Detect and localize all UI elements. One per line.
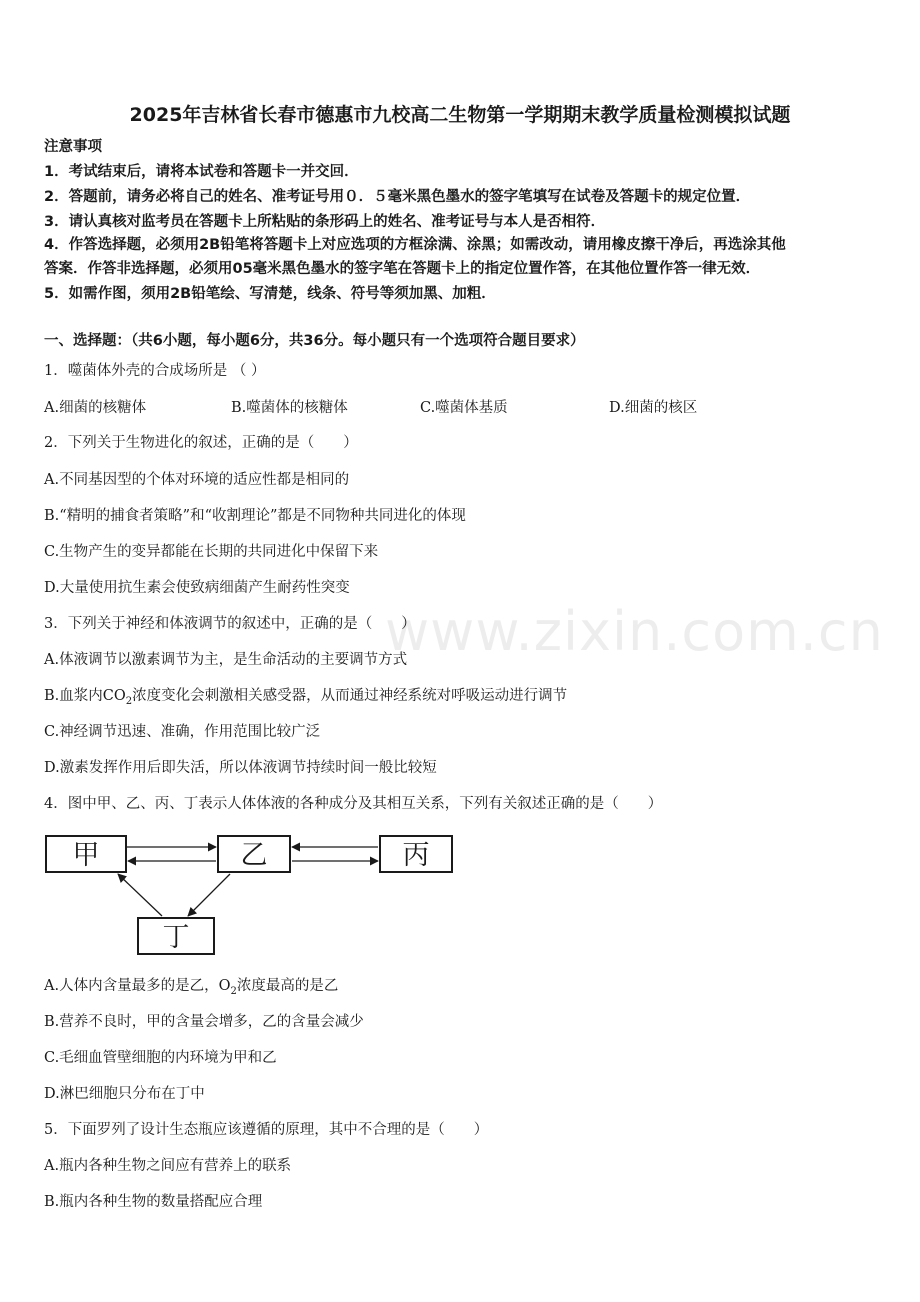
- q4-option-a: A.人体内含量最多的是乙，$O_2$浓度最高的是乙: [44, 978, 339, 997]
- notice-item: 4．作答选择题，必须用2B铅笔将答题卡上对应选项的方框涂满、涂黑；如需改动，请用橡皮擦干净后，再选涂其他: [44, 237, 786, 253]
- q4-option-d: D.淋巴细胞只分布在丁中: [44, 1086, 205, 1102]
- q2-stem: 2．下列关于生物进化的叙述，正确的是（ ）: [44, 435, 358, 451]
- notice-item: 3．请认真核对监考员在答题卡上所粘贴的条形码上的姓名、准考证号与本人是否相符．: [44, 214, 606, 230]
- arrow-ding-jia: [118, 874, 162, 916]
- section-heading: 一、选择题：（共6小题，每小题6分，共36分。每小题只有一个选项符合题目要求）: [44, 333, 585, 349]
- q2-option-d: D.大量使用抗生素会使致病细菌产生耐药性突变: [44, 580, 350, 596]
- q2-option-a: A.不同基因型的个体对环境的适应性都是相同的: [44, 472, 350, 488]
- label-jia: 甲: [72, 840, 100, 871]
- arrow-yi-ding: [188, 874, 230, 916]
- q5-option-a: A.瓶内各种生物之间应有营养上的联系: [44, 1158, 292, 1174]
- q1-option-c: C.噬菌体基质: [420, 400, 508, 416]
- q1-stem: 1．噬菌体外壳的合成场所是 （ ）: [44, 363, 266, 379]
- notice-item: 1．考试结束后，请将本试卷和答题卡一并交回．: [44, 164, 359, 180]
- notice-item: 5．如需作图，须用2B铅笔绘、写清楚，线条、符号等须加黑、加粗．: [44, 286, 496, 302]
- watermark: www.zixin.com.cn: [385, 600, 884, 663]
- q4-option-b: B.营养不良时，甲的含量会增多，乙的含量会减少: [44, 1014, 364, 1030]
- notice-heading: 注意事项: [44, 139, 102, 155]
- body-fluid-diagram: [40, 826, 460, 958]
- q4-option-c: C.毛细血管壁细胞的内环境为甲和乙: [44, 1050, 277, 1066]
- q5-stem: 5．下面罗列了设计生态瓶应该遵循的原理，其中不合理的是（ ）: [44, 1122, 489, 1138]
- label-bing: 丙: [402, 840, 430, 871]
- q3-option-c: C.神经调节迅速、准确，作用范围比较广泛: [44, 724, 321, 740]
- q2-option-c: C.生物产生的变异都能在长期的共同进化中保留下来: [44, 544, 379, 560]
- q2-option-b: B.“精明的捕食者策略”和“收割理论”都是不同物种共同进化的体现: [44, 508, 466, 524]
- q1-option-a: A.细菌的核糖体: [44, 400, 147, 416]
- q5-option-b: B.瓶内各种生物的数量搭配应合理: [44, 1194, 263, 1210]
- q3-stem: 3．下列关于神经和体液调节的叙述中，正确的是（ ）: [44, 616, 416, 632]
- q3-option-b: B.血浆内$CO_2$浓度变化会刺激相关感受器，从而通过神经系统对呼吸运动进行调节: [44, 688, 568, 707]
- q1-option-b: B.噬菌体的核糖体: [231, 400, 348, 416]
- notice-item: 2．答题前，请务必将自己的姓名、准考证号用０．５毫米黑色墨水的签字笔填写在试卷及答题卡的规定位置．: [44, 189, 751, 205]
- page-title: 2025年吉林省长春市德惠市九校高二生物第一学期期末教学质量检测模拟试题: [129, 104, 791, 126]
- q4-stem: 4．图中甲、乙、丙、丁表示人体体液的各种成分及其相互关系，下列有关叙述正确的是（ ）: [44, 796, 663, 812]
- q1-option-d: D.细菌的核区: [609, 400, 698, 416]
- notice-item: 答案．作答非选择题，必须用05毫米黑色墨水的签字笔在答题卡上的指定位置作答，在其他位置作答一律无效．: [44, 261, 761, 277]
- label-yi: 乙: [240, 840, 268, 871]
- label-ding: 丁: [162, 922, 190, 953]
- q3-option-d: D.激素发挥作用后即失活，所以体液调节持续时间一般比较短: [44, 760, 437, 776]
- q3-option-a: A.体液调节以激素调节为主，是生命活动的主要调节方式: [44, 652, 408, 668]
